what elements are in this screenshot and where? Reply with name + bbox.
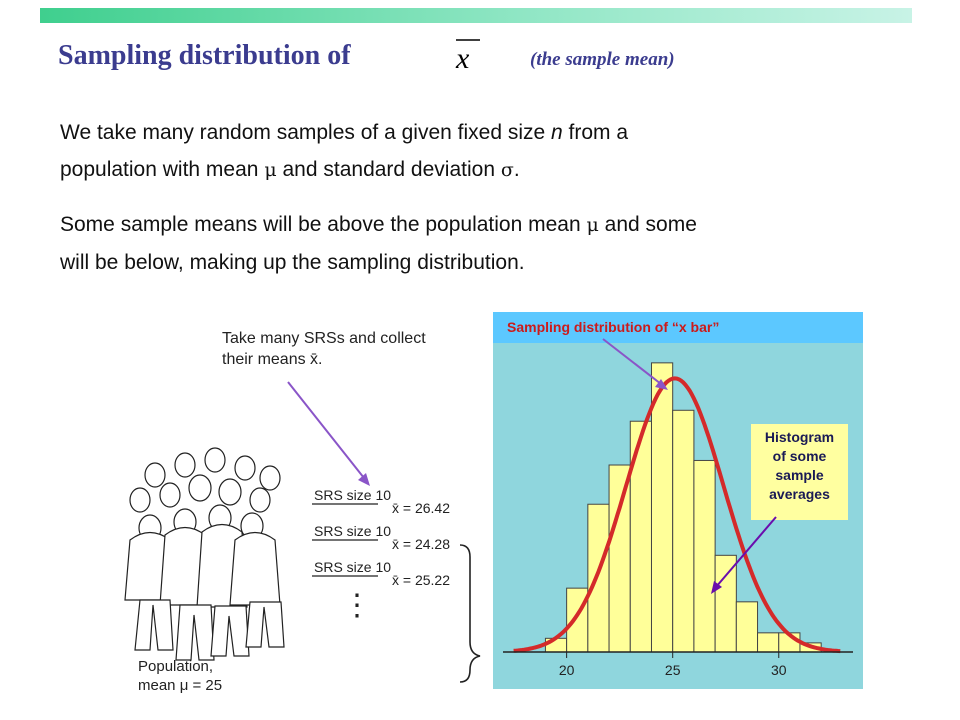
slide-subtitle: (the sample mean) [530,49,675,70]
brace [460,545,480,682]
mu-symbol: μ [586,214,599,236]
srs-label-3: SRS size 10 [314,559,392,575]
title-arrow [603,339,661,384]
paragraph-distribution: Some sample means will be above the population mean μ and some will be below, making up the sampling distribution. [60,213,697,274]
x-tick-label-20: 20 [558,662,575,678]
histogram-annotation: Histogram of some sample averages [751,424,848,520]
x-bar-symbol [452,34,482,74]
figure-caption-line1: Take many SRSs and collect [222,330,426,347]
histogram-arrow [716,517,776,587]
srs-label-2: SRS size 10 [314,523,392,539]
annotation-arrows [493,312,863,690]
srs-mean-1: x̄ = 26.42 [392,500,450,516]
population-label: Population, mean μ = 25 [138,658,223,694]
figure-caption-line2: their means x̄. [222,351,323,368]
svg-text:x: x [456,42,470,74]
chart-title: Sampling distribution of “x bar” [493,312,863,343]
paragraph-sampling: We take many random samples of a given fixed size n from a population with mean μ and standard deviation σ. [60,121,629,181]
title-accent-bar [40,8,912,23]
caption-arrow-head [358,473,370,486]
srs-mean-3: x̄ = 25.22 [392,572,450,588]
mu-symbol: μ [264,159,277,181]
x-tick-label-25: 25 [664,662,681,678]
x-tick-label-30: 30 [770,662,787,678]
population-crowd-illustration [125,448,284,660]
srs-mean-2: x̄ = 24.28 [392,536,450,552]
slide-title: Sampling distribution of [58,40,351,71]
srs-label-1: SRS size 10 [314,487,392,503]
sigma-symbol: σ [500,159,514,181]
caption-arrow [288,382,364,478]
more-samples-ellipsis: ⋮ [342,589,372,622]
